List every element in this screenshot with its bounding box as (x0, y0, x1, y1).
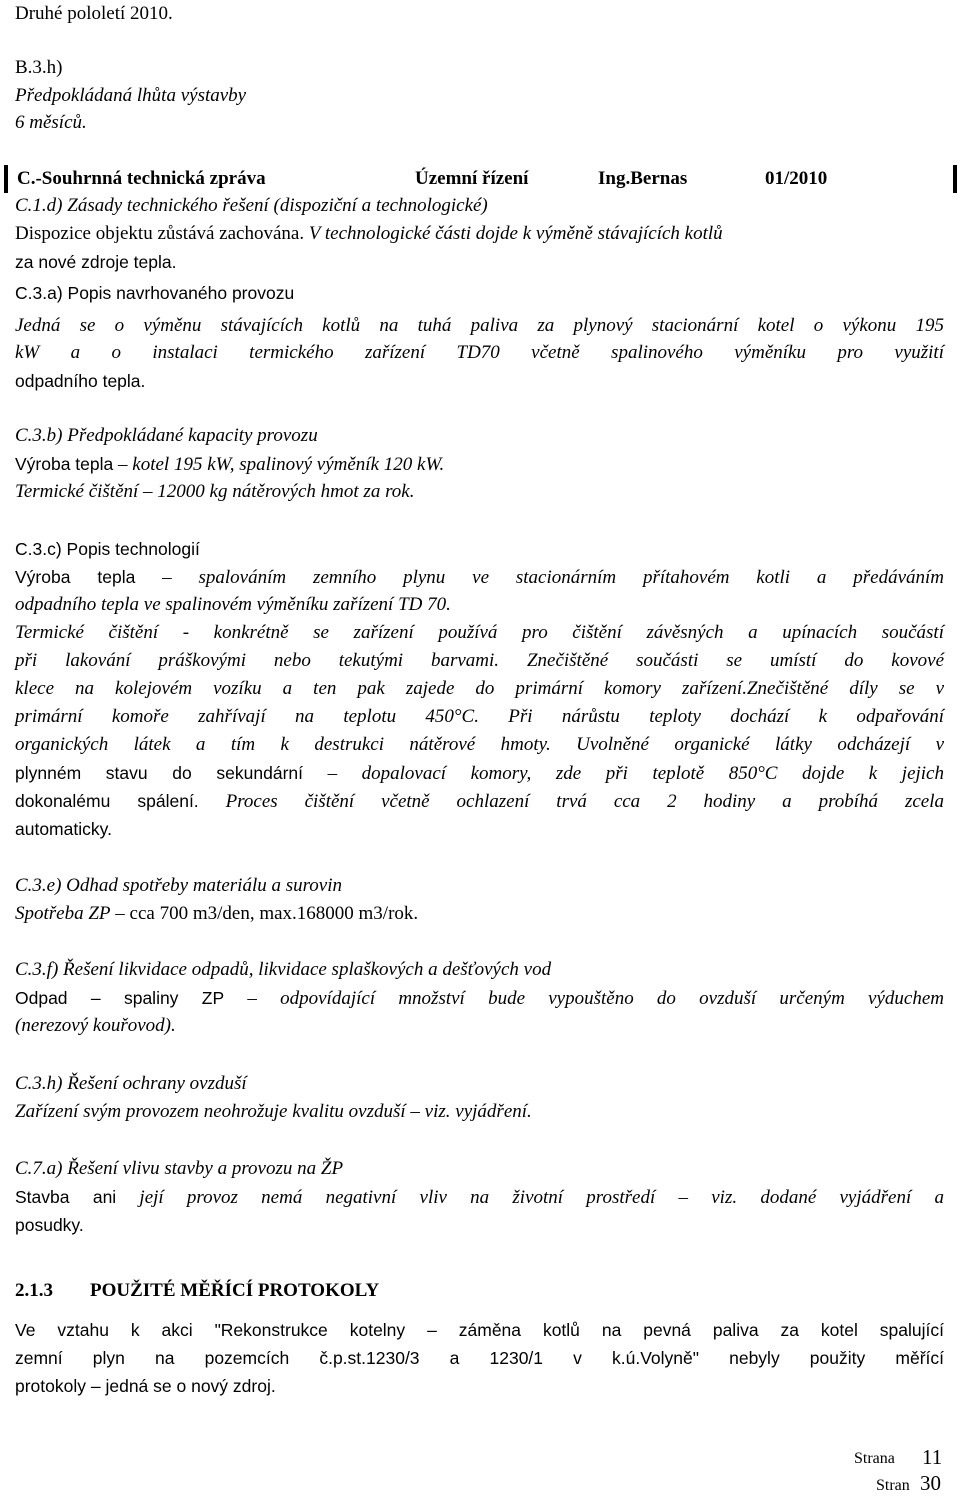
text-line: zemní plyn na pozemcích č.p.st.1230/3 a 1230/1 v k.ú.Volyně" nebyly použity měřící (15, 1348, 944, 1368)
section-heading: C.3.e) Odhad spotřeby materiálu a surovin (15, 875, 343, 896)
text-line: při lakování práškovými nebo tekutými barvami. Znečištěné součásti se umístí do kovové (15, 650, 944, 671)
section-heading: C.7.a) Řešení vlivu stavby a provozu na ŽP (15, 1158, 344, 1179)
text-line: Termické čištění – 12000 kg nátěrových hmot za rok. (15, 481, 415, 502)
section-number: 2.1.3 (15, 1280, 53, 1301)
left-bar (4, 165, 8, 193)
section-heading: C.3.h) Řešení ochrany ovzduší (15, 1073, 247, 1094)
section-heading: C.3.c) Popis technologií (15, 539, 200, 559)
text-line: Ve vztahu k akci "Rekonstrukce kotelny – záměna kotlů na pevná paliva za kotel spalující (15, 1320, 944, 1340)
text-line: organických látek a tím k destrukci nátěrové hmoty. Uvolněné organické látky odcházejí v (15, 734, 944, 755)
text-line: posudky. (15, 1215, 84, 1235)
text-line: kW a o instalaci termického zařízení TD70 včetně spalinového výměníku pro využití (15, 342, 944, 363)
header-author: Ing.Bernas (598, 168, 688, 189)
text-line: primární komoře zahřívají na teplotu 450°C. Při nárůstu teploty dochází k odpařování (15, 706, 944, 727)
text-line: Jedná se o výměnu stávajících kotlů na tuhá paliva za plynový stacionární kotel o výkonu 195 (15, 315, 944, 336)
text-line: Dispozice objektu zůstává zachována. V technologické části dojde k výměně stávajících kotlů (15, 223, 723, 244)
text-line: Termické čištění - konkrétně se zařízení používá pro čištění závěsných a upínacích součástí (15, 622, 944, 643)
text-line: Výroba tepla – spalováním zemního plynu ve stacionárním přítahovém kotli a předáváním (15, 567, 944, 588)
section-heading: C.3.f) Řešení likvidace odpadů, likvidace splaškových a dešťových vod (15, 959, 552, 980)
text-line: Stavba ani její provoz nemá negativní vliv na životní prostředí – viz. dodané vyjádření a (15, 1187, 944, 1208)
text-line: Druhé pololetí 2010. (15, 3, 173, 24)
total-pages-number: 30 (920, 1471, 941, 1495)
text-line: odpadního tepla. (15, 371, 146, 391)
text-line: odpadního tepla ve spalinovém výměníku zařízení TD 70. (15, 594, 451, 615)
text-line: 6 měsíců. (15, 112, 87, 133)
text-line: protokoly – jedná se o nový zdroj. (15, 1376, 276, 1396)
text-line: B.3.h) (15, 57, 63, 78)
text-line: (nerezový kouřovod). (15, 1015, 176, 1036)
header-date: 01/2010 (765, 168, 828, 189)
section-title: POUŽITÉ MĚŘÍCÍ PROTOKOLY (90, 1280, 380, 1301)
text-line: klece na kolejovém vozíku a ten pak zajede do primární komory zařízení.Znečištěné díly se v (15, 678, 944, 699)
page-number: 11 (922, 1445, 943, 1469)
page-label: Strana (854, 1450, 895, 1467)
section-heading: C.1.d) Zásady technického řešení (dispoziční a technologické) (15, 195, 488, 216)
text-line: Odpad – spaliny ZP – odpovídající množství bude vypouštěno do ovzduší určeným výduchem (15, 988, 944, 1009)
text-line: dokonalému spálení. Proces čištění včetně ochlazení trvá cca 2 hodiny a probíhá zcela (15, 791, 945, 812)
section-heading: C.3.a) Popis navrhovaného provozu (15, 283, 295, 303)
text-line: za nové zdroje tepla. (15, 252, 177, 272)
text-line: Spotřeba ZP – cca 700 m3/den, max.168000 m3/rok. (15, 903, 419, 924)
header-stage: Územní řízení (415, 168, 529, 189)
text-line: plynném stavu do sekundární – dopalovací komory, zde při teplotě 850°C dojde k jejich (15, 763, 944, 784)
right-bar (953, 165, 957, 193)
section-heading: C.3.b) Předpokládané kapacity provozu (15, 425, 318, 446)
text-line: Výroba tepla – kotel 195 kW, spalinový výměník 120 kW. (15, 454, 445, 475)
total-pages-label: Stran (876, 1477, 910, 1494)
text-line: automaticky. (15, 819, 112, 839)
text-line: Předpokládaná lhůta výstavby (15, 85, 247, 106)
text-line: Zařízení svým provozem neohrožuje kvalitu ovzduší – viz. vyjádření. (15, 1101, 532, 1122)
header-title: C.-Souhrnná technická zpráva (17, 168, 266, 189)
